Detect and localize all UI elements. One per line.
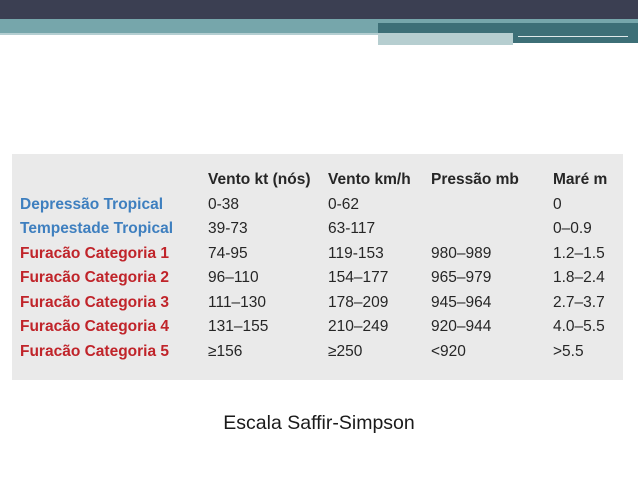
category-name: Furacão Categoria 4 [20,318,170,335]
wind-kt-value: ≥156 [208,342,243,360]
table-row [20,315,623,340]
wind-kmh-value: 119-153 [328,244,384,262]
category-name: Depressão Tropical [20,195,164,213]
slide-header-thin-line [518,36,628,37]
wind-kt-value: 111–130 [208,293,267,311]
table-row [20,242,623,267]
tide-value: 2.7–3.7 [553,293,605,311]
tide-value: 0 [553,195,562,213]
pressure-value: <920 [431,342,466,360]
tide-value: 1.2–1.5 [553,244,605,262]
category-name: Furacão Categoria 5 [20,342,170,360]
table-row [20,291,623,316]
pressure-value: 965–979 [431,269,492,286]
pressure-value: 980–989 [431,244,492,262]
header-wind-kt: Vento kt (nós) [208,171,311,188]
tide-value: 4.0–5.5 [553,318,605,335]
wind-kmh-value: 178–209 [328,293,389,311]
wind-kmh-value: ≥250 [328,342,363,360]
category-name: Furacão Categoria 2 [20,269,170,286]
slide-header-accent-light [378,33,513,45]
header-tide: Maré m [553,171,608,188]
pressure-value [431,193,553,218]
slide-header-bar [0,0,638,19]
wind-kt-value: 96–110 [208,269,259,286]
scale-table-image [12,154,623,380]
wind-kt-value: 0-38 [208,195,240,213]
table-row [20,217,623,242]
header-pressure: Pressão mb [431,171,519,188]
wind-kt-value: 131–155 [208,318,269,335]
category-name: Tempestade Tropical [20,220,174,237]
wind-kmh-value: 0-62 [328,195,360,213]
wind-kmh-value: 154–177 [328,269,389,286]
table-row [20,340,623,365]
table-row [20,266,623,291]
tide-value: 0–0.9 [553,220,592,237]
tide-value: 1.8–2.4 [553,269,605,286]
wind-kmh-value: 210–249 [328,318,389,335]
wind-kt-value: 74-95 [208,244,248,262]
wind-kmh-value: 63-117 [328,220,376,237]
category-name: Furacão Categoria 1 [20,244,170,262]
pressure-value: 945–964 [431,293,492,311]
table-row [20,193,623,218]
pressure-value [431,217,553,242]
header-category [20,168,208,193]
header-wind-kmh: Vento km/h [328,171,411,188]
table-header-row [20,168,623,193]
slide-caption: Escala Saffir-Simpson [223,412,415,434]
category-name: Furacão Categoria 3 [20,293,170,311]
pressure-value: 920–944 [431,318,492,335]
wind-kt-value: 39-73 [208,220,248,237]
saffir-simpson-table [20,168,623,364]
tide-value: >5.5 [553,342,584,360]
